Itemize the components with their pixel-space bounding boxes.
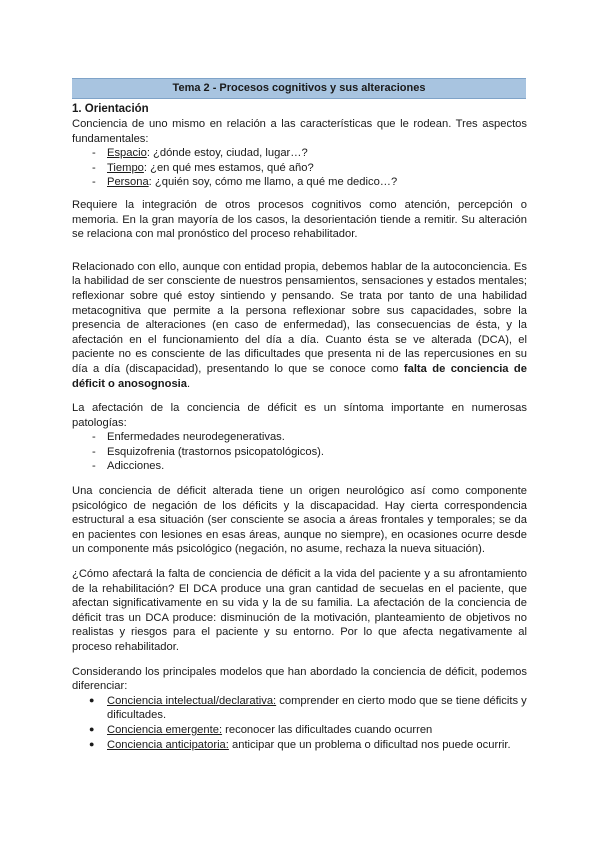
- paragraph-origin: Una conciencia de déficit alterada tiene un origen neurológico así como componente psicológico de negación de los déficits y la discapacidad. Hay cierta correspondencia estructural a esa situación (ser consciente se asocia a áreas frontales y temporales; se da en pacientes con lesiones en esas áreas, aunque no siempre), en ocasiones ocurre desde un componente más psicológico (negación, no asume, rechaza la nueva situación).: [72, 485, 527, 556]
- document-title: Tema 2 - Procesos cognitivos y sus alteraciones: [72, 78, 526, 99]
- list-item: - Adicciones.: [92, 459, 527, 474]
- list-item: - Persona: ¿quién soy, cómo me llamo, a qué me dedico…?: [92, 175, 527, 190]
- paragraph-pathologies: La afectación de la conciencia de déficit es un síntoma importante en numerosas patologías:: [72, 402, 527, 429]
- list-item: - Tiempo: ¿en qué mes estamos, qué año?: [92, 161, 527, 176]
- pathologies-list: [72, 430, 527, 474]
- paragraph-integration: Requiere la integración de otros procesos cognitivos como atención, percepción o memoria. En la gran mayoría de los casos, la desorientación tiende a remitir. Su alteración se relaciona con mal pronóstico del proceso rehabilitador.: [72, 198, 527, 241]
- aspect-term: Tiempo: [107, 161, 144, 174]
- model-term: Conciencia emergente:: [107, 723, 223, 736]
- list-item: - Espacio: ¿dónde estoy, ciudad, lugar…?: [92, 146, 527, 161]
- list-item: ● Conciencia intelectual/declarativa: comprender en cierto modo que se tiene déficits y dificultades.: [89, 694, 527, 723]
- paragraph-autoconciencia: Relacionado con ello, aunque con entidad propia, debemos hablar de la autoconciencia. Es la habilidad de ser consciente de nuestros pensamientos, sensaciones y estados mentales; reflexionar sobre qué estoy sintiendo y pensando. Se trata por tanto de una habilidad metacognitiva que permite a la persona reflexionar sobre sus capacidades, sobre la presencia de alteraciones (en caso de enfermedad), las consecuencias de ésta, y la afectación en el funcionamiento del día a día. Cuanto ésta se ve alterada (DCA), el paciente no es consciente de las dificultades que presenta ni de las repercusiones en su día a día (discapacidad), presentando lo que se conoce como falta de conciencia de déficit o anosognosia.: [72, 260, 527, 390]
- list-item: - Esquizofrenia (trastornos psicopatológicos).: [92, 445, 527, 460]
- aspect-term: Persona: [107, 176, 149, 189]
- aspect-term: Espacio: [107, 147, 147, 160]
- paragraph-models: Considerando los principales modelos que han abordado la conciencia de déficit, podemos diferenciar:: [72, 665, 527, 693]
- list-item: ● Conciencia emergente: reconocer las dificultades cuando ocurren: [89, 723, 527, 738]
- intro-paragraph: Conciencia de uno mismo en relación a las características que le rodean. Tres aspectos fundamentales:: [72, 118, 527, 145]
- document-body: [72, 102, 527, 752]
- section-heading: 1. Orientación: [72, 103, 149, 115]
- list-item: - Enfermedades neurodegenerativas.: [92, 430, 527, 445]
- model-term: Conciencia intelectual/declarativa:: [107, 694, 277, 707]
- aspects-list: [72, 146, 527, 190]
- models-list: [72, 694, 527, 752]
- paragraph-impact: ¿Cómo afectará la falta de conciencia de déficit a la vida del paciente y a su afrontamiento de la rehabilitación? El DCA produce una gran cantidad de secuelas en el paciente, que afectan significativamente en su vida y la de su familia. La afectación de la conciencia de déficit tras un DCA produce: disminución de la motivación, planteamiento de objetivos no realistas y riesgos para el paciente y su entorno. Por lo que afecta negativamente al proceso rehabilitador.: [72, 568, 527, 653]
- key-term: falta de conciencia de déficit o anosognosia: [72, 362, 527, 390]
- list-item: ● Conciencia anticipatoria: anticipar que un problema o dificultad nos puede ocurrir.: [89, 738, 527, 753]
- model-term: Conciencia anticipatoria:: [107, 738, 229, 751]
